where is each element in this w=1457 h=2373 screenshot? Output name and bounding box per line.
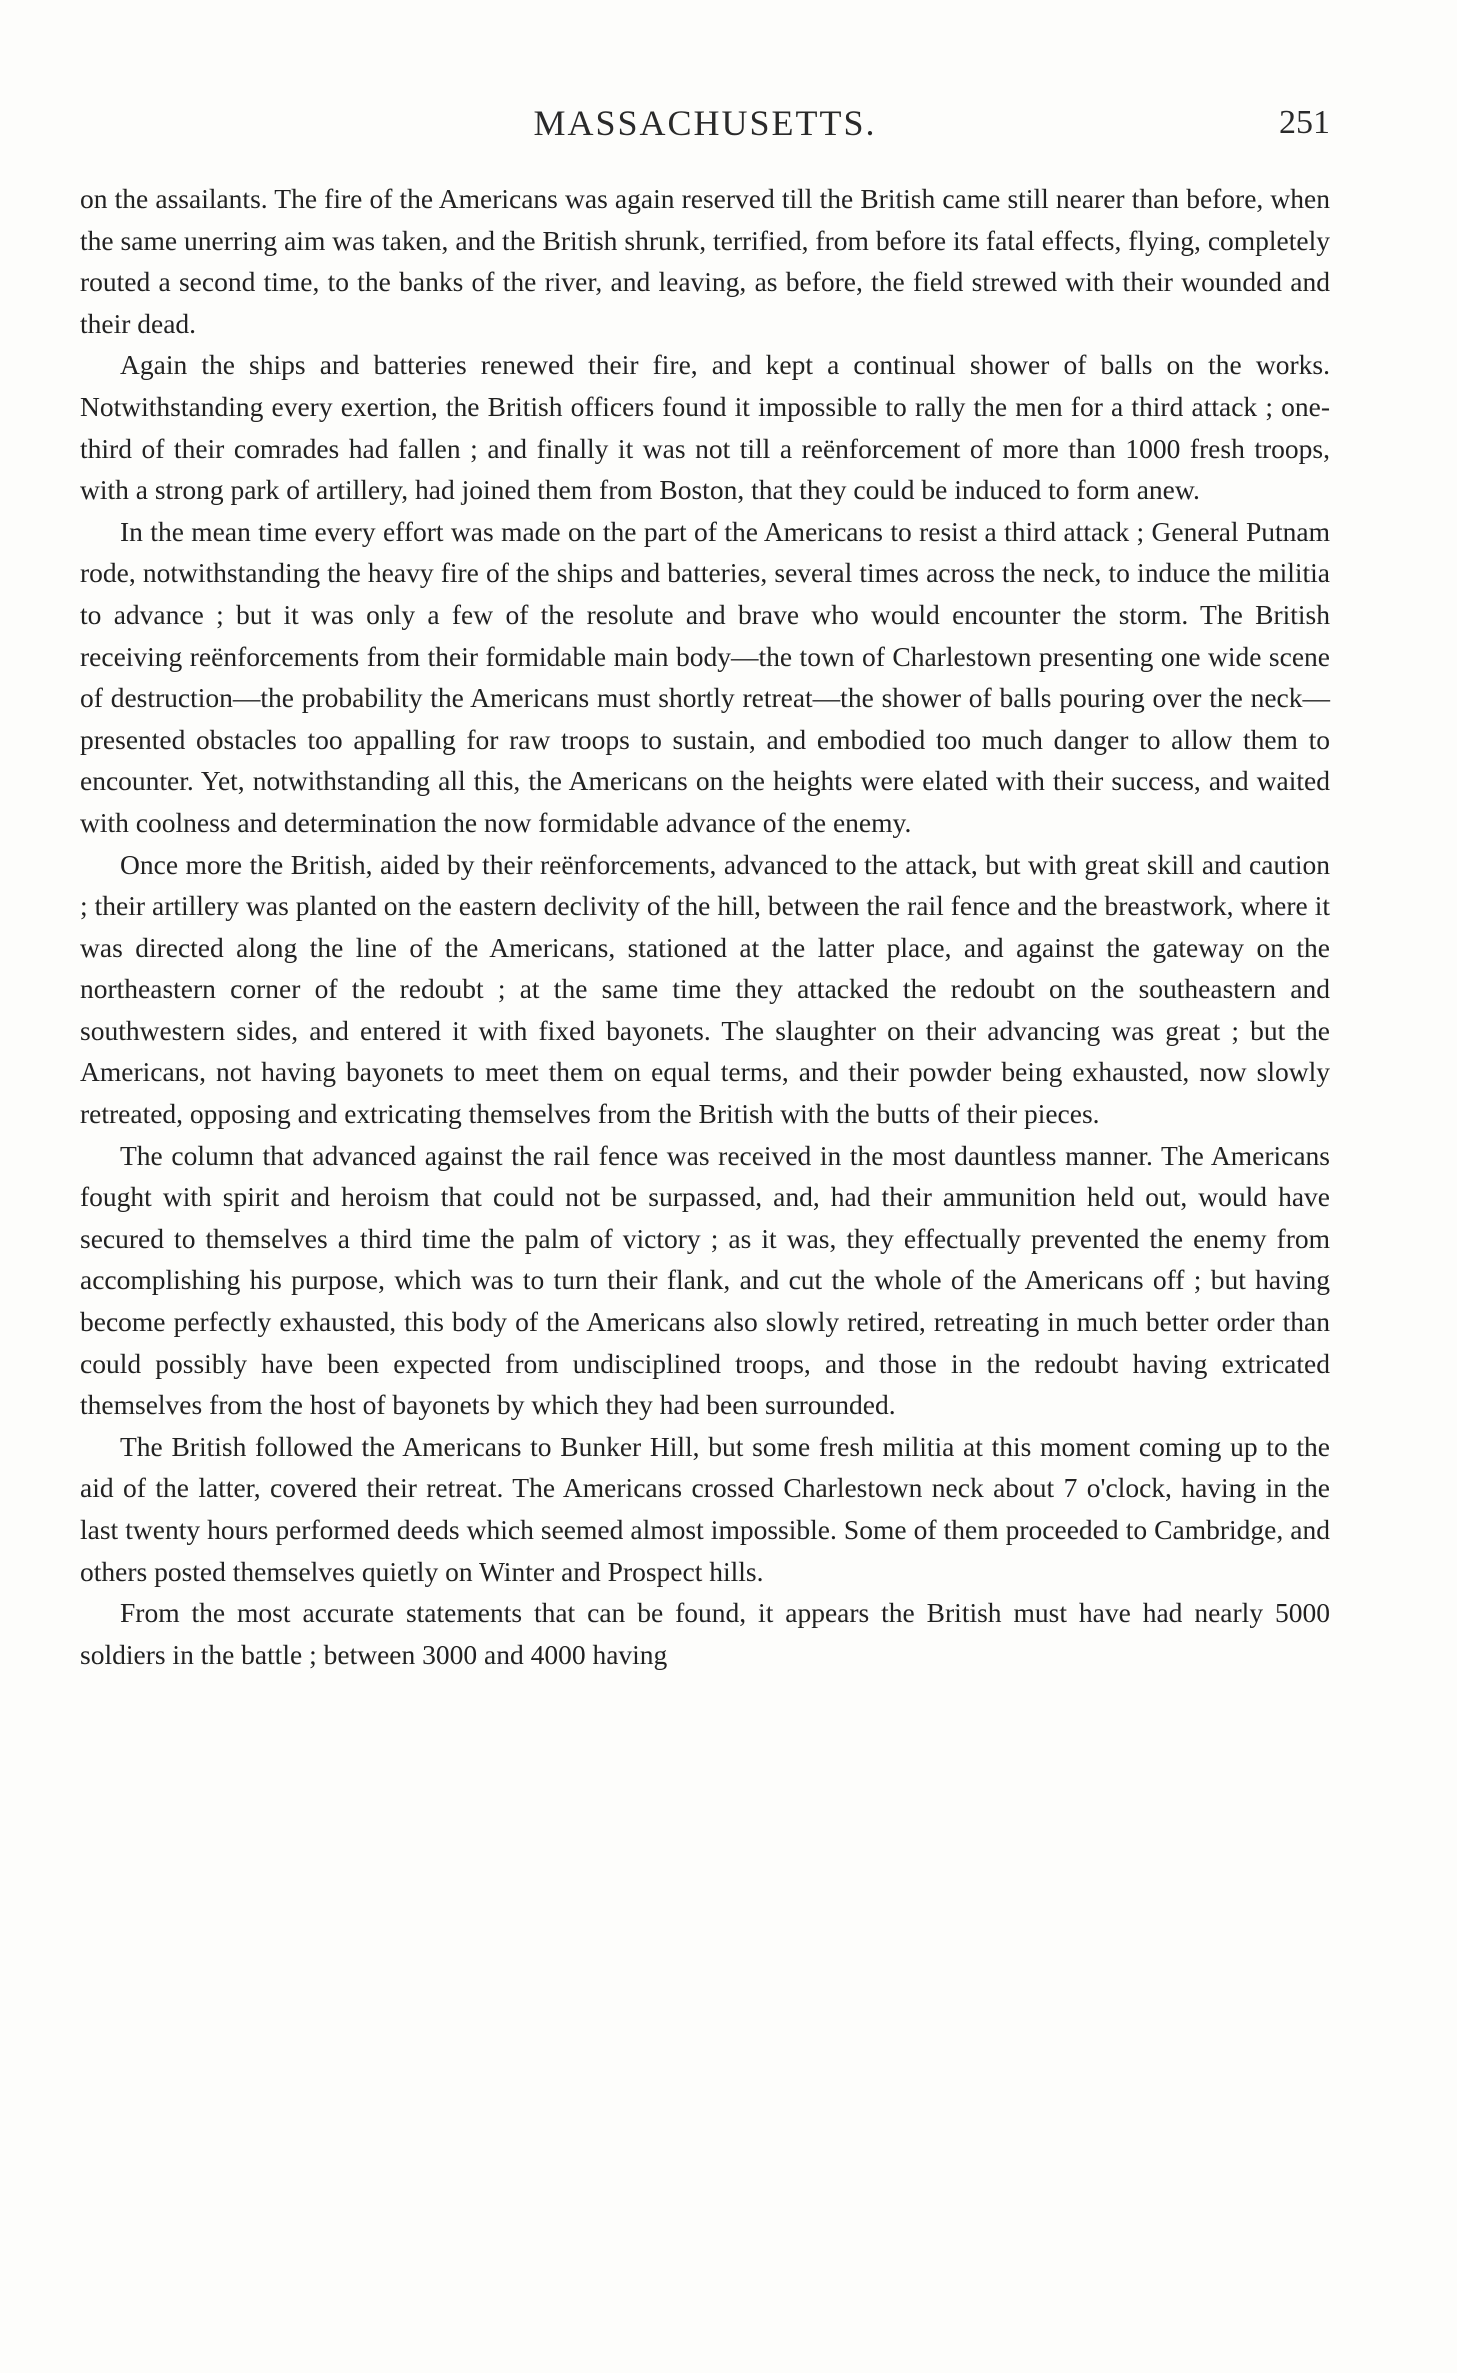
paragraph: Once more the British, aided by their reënforcements, advanced to the attack, but with great skill and caution ; their artillery was planted on the eastern declivity of the hill, between the rail fence and the breastwork, where it was directed along the line of the Americans, stationed at the latter place, and against the gateway on the northeastern corner of the redoubt ; at the same time they attacked the redoubt on the southeastern and southwestern sides, and entered it with fixed bayonets. The slaughter on their advancing was great ; but the Americans, not having bayonets to meet them on equal terms, and their powder being exhausted, now slowly retreated, opposing and extricating themselves from the British with the butts of their pieces.: [80, 848, 1330, 1130]
paragraph: In the mean time every effort was made on the part of the Americans to resist a third attack ; General Putnam rode, notwithstanding the heavy fire of the ships and batteries, several times across the neck, to induce the militia to advance ; but it was only a few of the resolute and brave who would encounter the storm. The British receiving reënforcements from their formidable main body—the town of Charlestown presenting one wide scene of destruction—the probability the Americans must shortly retreat—the shower of balls pouring over the neck—presented obstacles too appalling for raw troops to sustain, and embodied too much danger to allow them to encounter. Yet, notwithstanding all this, the Americans on the heights were elated with their success, and waited with coolness and determination the now formidable advance of the enemy.: [80, 515, 1330, 838]
paragraph: From the most accurate statements that can be found, it appears the British must have had nearly 5000 soldiers in the battle ; between 3000 and 4000 having: [80, 1597, 1330, 1670]
paragraph: Again the ships and batteries renewed their fire, and kept a continual shower of balls on the works. Notwithstanding every exertion, the British officers found it impossible to rally the men for a third attack ; one-third of their comrades had fallen ; and finally it was not till a reënforcement of more than 1000 fresh troops, with a strong park of artillery, had joined them from Boston, that they could be induced to form anew.: [80, 349, 1330, 506]
paragraph-continued: on the assailants. The fire of the Americans was again reserved till the British came still nearer than before, when the same unerring aim was taken, and the British shrunk, terrified, from before its fatal effects, flying, completely routed a second time, to the banks of the river, and leaving, as before, the field strewed with their wounded and their dead.: [80, 183, 1330, 339]
paragraph: The column that advanced against the rail fence was received in the most dauntless manner. The Americans fought with spirit and heroism that could not be surpassed, and, had their ammunition held out, would have secured to themselves a third time the palm of victory ; as it was, they effectually prevented the enemy from accomplishing his purpose, which was to turn their flank, and cut the whole of the Americans off ; but having become perfectly exhausted, this body of the Americans also slowly retired, retreating in much better order than could possibly have been expected from undisciplined troops, and those in the redoubt having extricated themselves from the host of bayonets by which they had been surrounded.: [80, 1139, 1330, 1421]
running-head: [80, 98, 1330, 148]
paragraph: The British followed the Americans to Bunker Hill, but some fresh militia at this moment coming up to the aid of the latter, covered their retreat. The Americans crossed Charlestown neck about 7 o'clock, having in the last twenty hours performed deeds which seemed almost impossible. Some of them proceeded to Cambridge, and others posted themselves quietly on Winter and Prospect hills.: [80, 1430, 1330, 1587]
page-number: 251: [1279, 104, 1330, 141]
running-title: MASSACHUSETTS.: [533, 103, 877, 143]
body-text: [80, 178, 1330, 1675]
